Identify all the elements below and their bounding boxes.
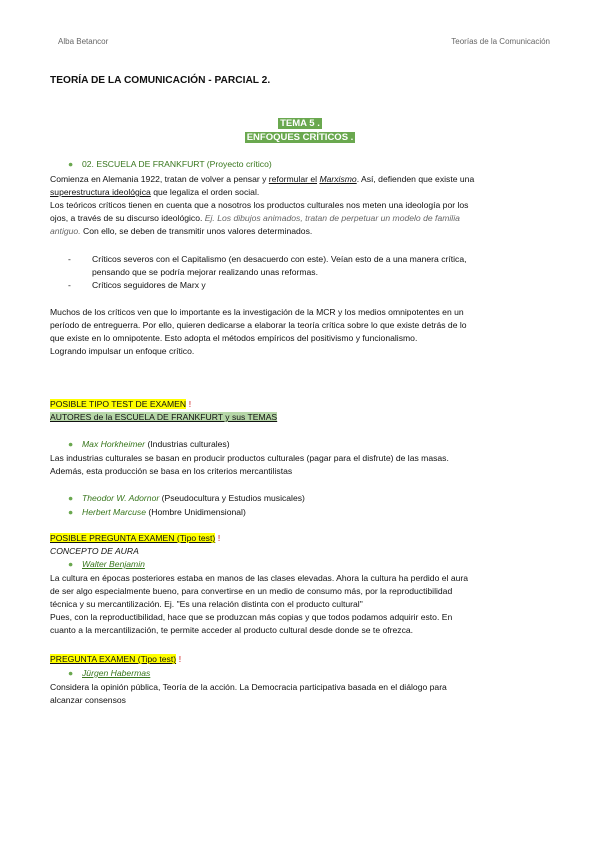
critics-paragraph: [50, 306, 550, 358]
exam-label: PREGUNTA EXAMEN (Tipo test): [50, 654, 177, 664]
text: . Así, defienden que existe una: [356, 174, 475, 184]
text: Ej. Los dibujos animados, tratan de perpetuar un modelo de familia: [204, 213, 460, 223]
dash-icon: -: [68, 254, 71, 264]
author-horkheimer: [68, 438, 568, 451]
exam3-block: [50, 653, 550, 666]
text: Muchos de los críticos ven que lo importante es la investigación de la MCR y los medios omnipotentes en un: [50, 307, 464, 317]
text: Las industrias culturales se basan en producir productos culturales (pagar para el disfrute) de las masas.: [50, 453, 449, 463]
header-author: Alba Betancor: [58, 37, 109, 46]
list-item: Críticos seguidores de Marx y: [92, 280, 206, 290]
critics-list: [68, 253, 548, 292]
exam-label: POSIBLE PREGUNTA EXAMEN (Tipo test): [50, 533, 216, 543]
text: Con ello, se deben de transmitir unos valores determinados.: [82, 226, 313, 236]
list-item: pensando que se podría mejorar realizando unas reformas.: [92, 267, 318, 277]
text: La cultura en épocas posteriores estaba en manos de las clases elevadas. Ahora la cultura ha perdido el aura: [50, 573, 469, 583]
bullet-icon: ●: [68, 159, 74, 169]
list-item: Críticos severos con el Capitalismo (en desacuerdo con este). Veían esto de a una manera crítica,: [92, 254, 467, 264]
horkheimer-desc: [50, 452, 550, 478]
dash-icon: -: [68, 280, 71, 290]
author-name: Jürgen Habermas: [82, 668, 151, 678]
text: cuanto a la mercantilización, te permite acceder al producto cultural desde donde se te ofrezca.: [50, 625, 414, 635]
benjamin-desc: [50, 572, 550, 637]
exam1-block: [50, 398, 550, 424]
section-heading: 02. ESCUELA DE FRANKFURT (Proyecto crítico): [82, 159, 272, 169]
author-benjamin: [68, 558, 568, 571]
author-topic: (Pseudocultura y Estudios musicales): [161, 493, 305, 503]
author-topic: (Industrias culturales): [147, 439, 230, 449]
exclamation-icon: !: [217, 533, 221, 543]
text: Logrando impulsar un enfoque crítico.: [50, 346, 195, 356]
exclamation-icon: !: [178, 654, 182, 664]
author-name: Theodor W. Adornor: [82, 493, 160, 503]
text: reformular el: [268, 174, 318, 184]
concept-title: CONCEPTO DE AURA: [50, 546, 139, 556]
tema-block: [0, 117, 600, 145]
text: que existe en lo omnipotente. Esto adopta el métodos empíricos del positivismo y funcionalismo.: [50, 333, 418, 343]
bullet-icon: ●: [68, 668, 74, 678]
exam-subtitle: AUTORES de la ESCUELA DE FRANKFURT y sus TEMAS: [50, 412, 278, 422]
author-list: [68, 492, 568, 519]
text: período de entreguerra. Por ello, quieren dedicarse a elaborar la teoría crítica sobre lo que existe detrás de lo: [50, 320, 467, 330]
text: Considera la opinión pública, Teoría de la acción. La Democracia participativa basada en el diálogo para: [50, 682, 447, 692]
header-subject: Teorías de la Comunicación: [451, 37, 550, 46]
exclamation-icon: !: [188, 399, 192, 409]
text: Pues, con la reproductibilidad, hace que se produzcan más copias y que todos podamos adquirir esto. En: [50, 612, 453, 622]
text: que legaliza el orden social.: [153, 187, 260, 197]
author-topic: (Hombre Unidimensional): [148, 507, 246, 517]
author-name: Max Horkheimer: [82, 439, 146, 449]
text: alcanzar consensos: [50, 695, 126, 705]
text: Comienza en Alemania 1922, tratan de volver a pensar y: [50, 174, 267, 184]
bullet-icon: ●: [68, 507, 74, 517]
bullet-icon: ●: [68, 559, 74, 569]
author-habermas: [68, 667, 568, 680]
text: Además, esta producción se basa en los criterios mercantilistas: [50, 466, 293, 476]
text: ojos, a través de su discurso ideológico.: [50, 213, 203, 223]
bullet-icon: ●: [68, 439, 74, 449]
tema-number: TEMA 5 .: [280, 118, 320, 129]
bullet-icon: ●: [68, 493, 74, 503]
frankfurt-heading: [68, 158, 568, 171]
document-title: TEORÍA DE LA COMUNICACIÓN - PARCIAL 2.: [50, 75, 271, 86]
tema-name: ENFOQUES CRÍTICOS .: [246, 132, 354, 143]
habermas-desc: [50, 681, 550, 707]
exam-label: POSIBLE TIPO TEST DE EXAMEN: [50, 399, 187, 409]
author-name: Walter Benjamin: [82, 559, 145, 569]
author-name: Herbert Marcuse: [82, 507, 146, 517]
text: Marxismo: [319, 174, 357, 184]
text: antiguo.: [50, 226, 81, 236]
exam2-block: [50, 532, 550, 558]
text: Los teóricos críticos tienen en cuenta que a nosotros los productos culturales nos meten una ideología por los: [50, 200, 469, 210]
text: técnica y su mercantilización. Ej. "Es una relación distinta con el producto cultural": [50, 599, 363, 609]
text: superestructura ideológica: [50, 187, 151, 197]
text: de ser algo especialmente bueno, para convertirse en un medio de consumo más, por la reproductibilidad: [50, 586, 453, 596]
frankfurt-paragraph: [50, 173, 550, 238]
